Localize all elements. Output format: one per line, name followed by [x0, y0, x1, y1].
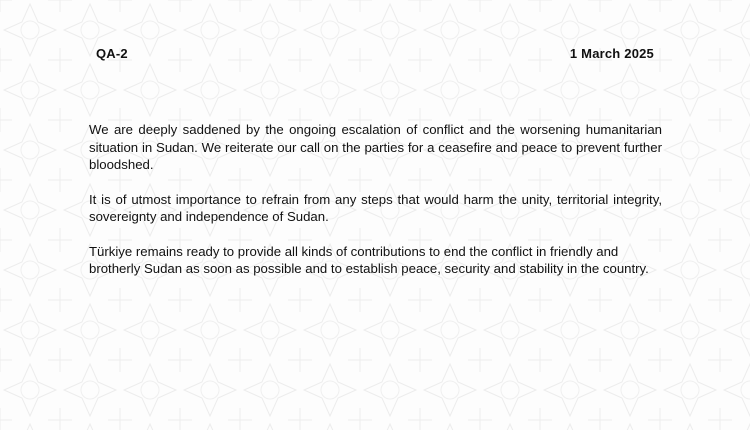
statement-paragraph: Türkiye remains ready to provide all kinds of contributions to end the conflict in friendly and brotherly Sudan as soon as possible and to establish peace, security and stability in the country. [89, 243, 649, 276]
statement-paragraph: We are deeply saddened by the ongoing escalation of conflict and the worsening humanitarian situation in Sudan. We reiterate our call on the parties for a ceasefire and peace to prevent further bloodshed. [89, 122, 662, 172]
statement-body [89, 121, 662, 295]
document-date: 1 March 2025 [569, 46, 654, 61]
document-header [96, 46, 654, 66]
document-reference: QA-2 [96, 46, 128, 61]
statement-paragraph: It is of utmost importance to refrain from any steps that would harm the unity, territorial integrity, sovereignty and independence of Sudan. [89, 191, 662, 224]
